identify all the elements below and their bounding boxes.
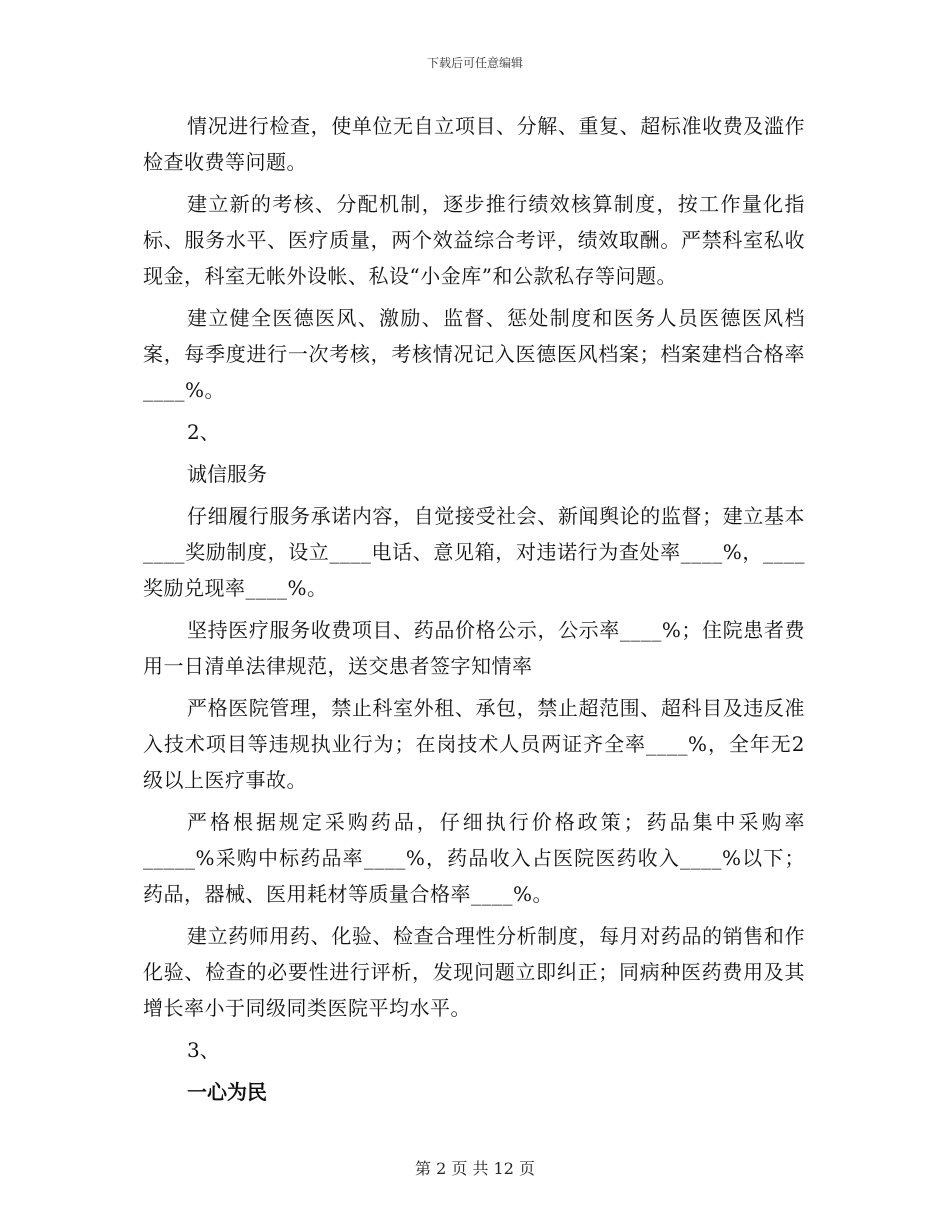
- section-number-2: 2、: [187, 420, 220, 444]
- document-body: [143, 108, 805, 1110]
- paragraph-drug-procurement: 严格根据规定采购药品，仔细执行价格政策；药品集中采购率_____%采购中标药品率____%，药品收入占医院医药收入____%以下；药品，器械、医用耗材等质量合格率____%。: [143, 810, 805, 906]
- paragraph-hospital-management: 严格医院管理，禁止科室外租、承包，禁止超范围、超科目及违反准入技术项目等违规执业行为；在岗技术人员两证齐全率____%，全年无2级以上医疗事故。: [143, 696, 805, 792]
- paragraph-assessment: 建立新的考核、分配机制，逐步推行绩效核算制度，按工作量化指标、服务水平、医疗质量，两个效益综合考评，绩效取酬。严禁科室私收现金，科室无帐外设帐、私设“小金库”和公款私存等问题。: [143, 192, 805, 288]
- section-heading-honest-service: 诚信服务: [187, 462, 267, 486]
- paragraph-ethics: 建立健全医德医风、激励、监督、惩处制度和医务人员医德医风档案，每季度进行一次考核，考核情况记入医德医风档案；档案建档合格率____%。: [143, 306, 805, 402]
- section-heading-serve-people: 一心为民: [187, 1080, 267, 1104]
- paragraph-pharmacist-analysis: 建立药师用药、化验、检查合理性分析制度，每月对药品的销售和作化验、检查的必要性进行评析，发现问题立即纠正；同病种医药费用及其增长率小于同级同类医院平均水平。: [143, 924, 805, 1020]
- page-footer: 第 2 页 共 12 页: [415, 1159, 535, 1178]
- page-header: 下载后可任意编辑: [426, 56, 523, 70]
- section-number-3: 3、: [187, 1038, 220, 1062]
- paragraph-price-disclosure: 坚持医疗服务收费项目、药品价格公示，公示率____%；住院患者费用一日清单法律规范，送交患者签字知情率: [143, 618, 805, 678]
- paragraph-service-commitment: 仔细履行服务承诺内容，自觉接受社会、新闻舆论的监督；建立基本____奖励制度，设立____电话、意见箱，对违诺行为查处率____%，____奖励兑现率____%。: [143, 504, 805, 600]
- paragraph-inspection: 情况进行检查，使单位无自立项目、分解、重复、超标准收费及滥作检查收费等问题。: [143, 114, 805, 174]
